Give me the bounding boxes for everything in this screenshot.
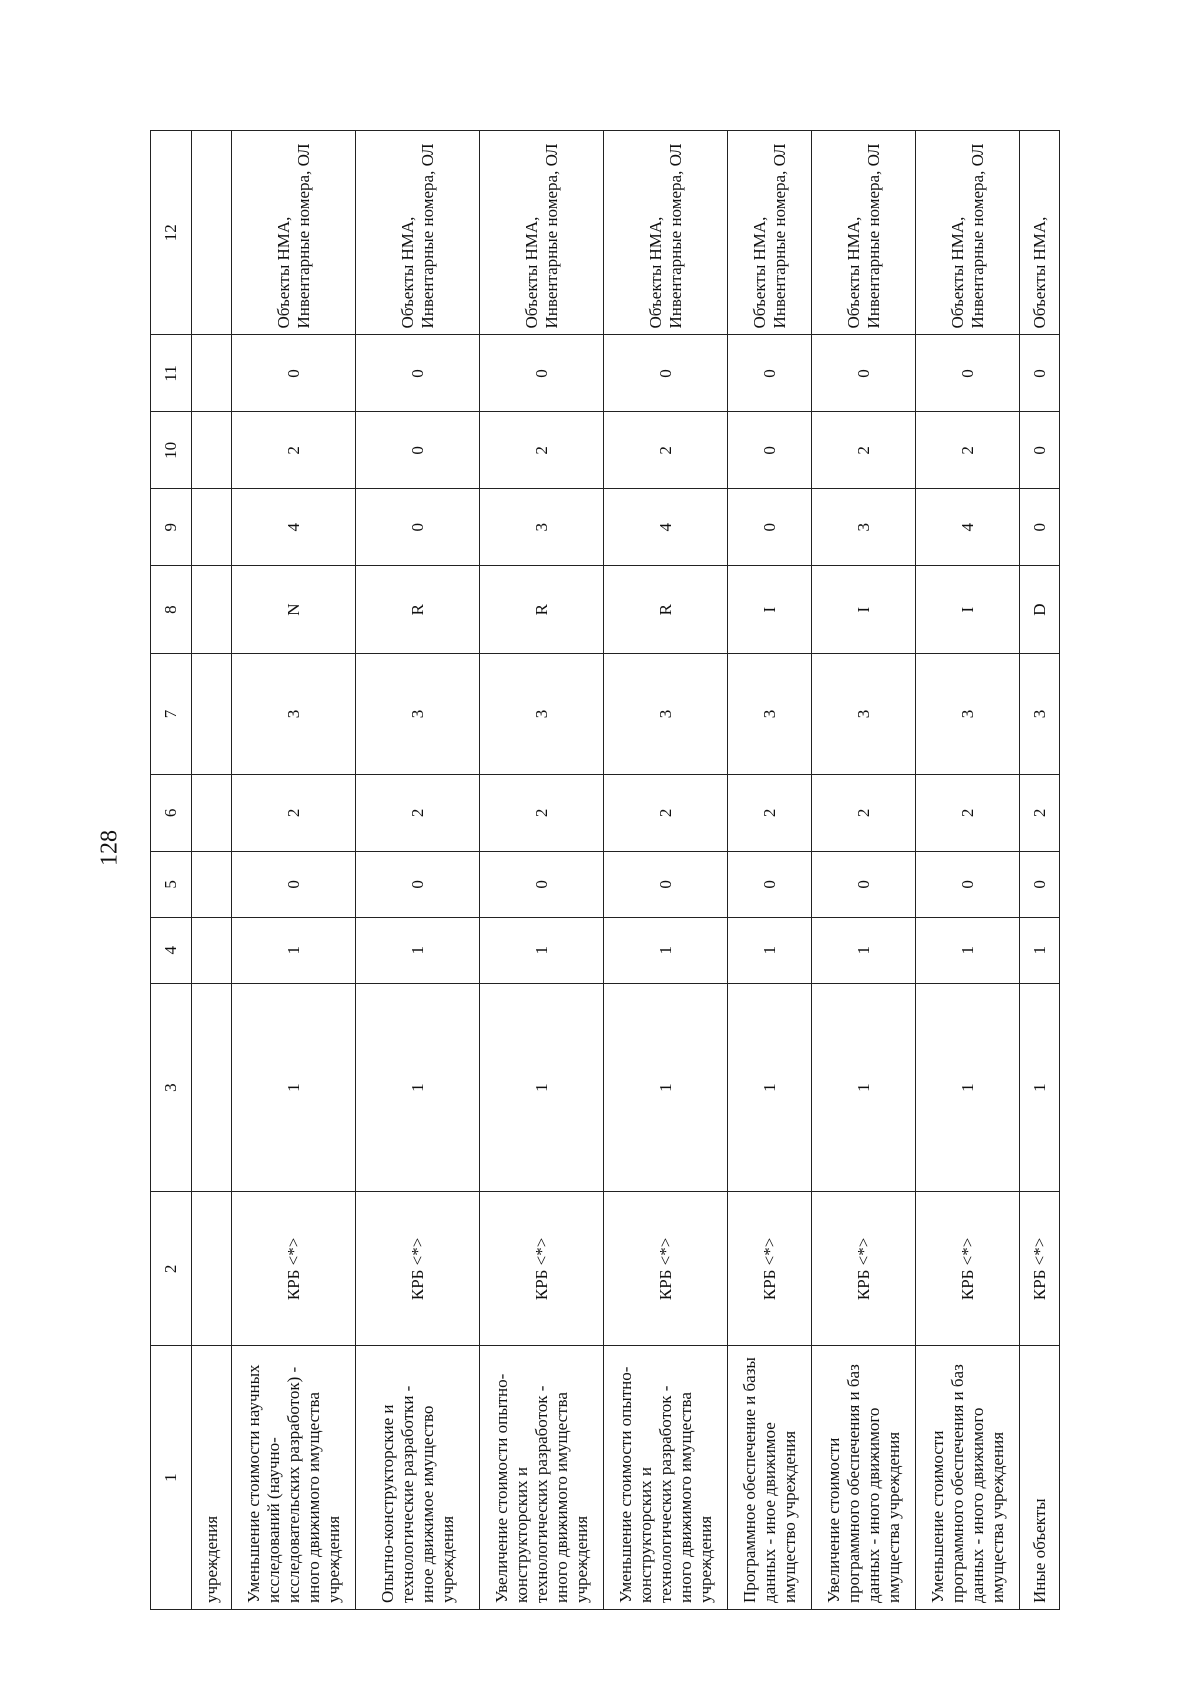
col-header: 9 — [151, 489, 192, 566]
row-code-cell: 1 — [604, 983, 728, 1192]
row-code-cell: 0 — [356, 335, 480, 412]
row-code-cell — [192, 917, 232, 983]
row-code-cell: 2 — [232, 412, 356, 489]
row-code-cell: R — [480, 566, 604, 654]
row-code-cell: 0 — [728, 412, 812, 489]
table-row — [232, 131, 356, 1610]
col-header: 5 — [151, 851, 192, 917]
table-row — [728, 131, 812, 1610]
row-description-cell: Иные объекты — [1020, 1346, 1060, 1610]
row-description-cell: Опытно-конструкторские и технологические разработки - иное движимое имущество учреждения — [356, 1346, 480, 1610]
row-code-cell: I — [728, 566, 812, 654]
row-code-cell: 3 — [728, 654, 812, 775]
row-description-cell: Программное обеспечение и базы данных - иное движимое имущество учреждения — [728, 1346, 812, 1610]
row-code-cell — [192, 489, 232, 566]
row-code-cell: 3 — [1020, 654, 1060, 775]
row-code-cell: 3 — [812, 654, 916, 775]
row-code-cell: 0 — [356, 851, 480, 917]
row-code-cell: I — [916, 566, 1020, 654]
row-note-cell: Объекты НМА, Инвентарные номера, ОЛ — [480, 131, 604, 335]
row-code-cell: КРБ <*> — [604, 1192, 728, 1346]
row-code-cell: 3 — [812, 489, 916, 566]
row-code-cell: 0 — [604, 335, 728, 412]
row-code-cell — [192, 566, 232, 654]
row-code-cell: D — [1020, 566, 1060, 654]
row-code-cell: 0 — [1020, 489, 1060, 566]
col-header: 12 — [151, 131, 192, 335]
row-code-cell: 0 — [480, 851, 604, 917]
row-code-cell: 0 — [812, 851, 916, 917]
row-code-cell — [192, 983, 232, 1192]
row-code-cell: 2 — [916, 412, 1020, 489]
page-number: 128 — [96, 830, 123, 866]
row-code-cell: 0 — [728, 851, 812, 917]
row-code-cell: 0 — [232, 851, 356, 917]
row-code-cell: 2 — [604, 412, 728, 489]
row-code-cell: 2 — [728, 774, 812, 851]
row-code-cell — [192, 851, 232, 917]
row-code-cell: 1 — [1020, 917, 1060, 983]
row-note-cell: Объекты НМА, Инвентарные номера, ОЛ — [356, 131, 480, 335]
row-code-cell: 1 — [728, 917, 812, 983]
row-description-cell: Уменьшение стоимости программного обеспечения и баз данных - иного движимого имущества учреждения — [916, 1346, 1020, 1610]
row-code-cell: 2 — [1020, 774, 1060, 851]
row-code-cell: 0 — [728, 489, 812, 566]
row-note-cell: Объекты НМА, Инвентарные номера, ОЛ — [232, 131, 356, 335]
row-note-cell: Объекты НМА, Инвентарные номера, ОЛ — [812, 131, 916, 335]
row-code-cell: 4 — [604, 489, 728, 566]
row-code-cell: 0 — [604, 851, 728, 917]
row-code-cell: 1 — [356, 983, 480, 1192]
row-code-cell: 0 — [356, 489, 480, 566]
row-code-cell — [192, 1192, 232, 1346]
row-code-cell — [192, 654, 232, 775]
row-code-cell: I — [812, 566, 916, 654]
row-code-cell: 1 — [356, 917, 480, 983]
col-header: 10 — [151, 412, 192, 489]
row-note-cell — [192, 131, 232, 335]
row-code-cell: 0 — [916, 335, 1020, 412]
row-code-cell — [192, 335, 232, 412]
row-code-cell: 1 — [916, 917, 1020, 983]
row-code-cell: 0 — [728, 335, 812, 412]
row-code-cell: 3 — [480, 489, 604, 566]
row-code-cell: 0 — [1020, 412, 1060, 489]
table-body — [192, 131, 1060, 1610]
row-code-cell: КРБ <*> — [356, 1192, 480, 1346]
row-code-cell: R — [356, 566, 480, 654]
table-row — [604, 131, 728, 1610]
row-code-cell: КРБ <*> — [812, 1192, 916, 1346]
row-note-cell: Объекты НМА, Инвентарные номера, ОЛ — [728, 131, 812, 335]
row-code-cell: 3 — [356, 654, 480, 775]
col-header: 2 — [151, 1192, 192, 1346]
row-code-cell: R — [604, 566, 728, 654]
row-code-cell: 2 — [480, 774, 604, 851]
table-row — [192, 131, 232, 1610]
row-code-cell: 2 — [604, 774, 728, 851]
row-note-cell: Объекты НМА, — [1020, 131, 1060, 335]
row-code-cell: 1 — [480, 917, 604, 983]
row-code-cell: 3 — [480, 654, 604, 775]
row-code-cell: N — [232, 566, 356, 654]
row-code-cell: 3 — [916, 654, 1020, 775]
row-code-cell: 0 — [812, 335, 916, 412]
row-code-cell — [192, 412, 232, 489]
row-code-cell: 2 — [812, 412, 916, 489]
row-description-cell: Уменьшение стоимости научных исследований (научно-исследовательских разработок) - иного движимого имущества учреждения — [232, 1346, 356, 1610]
row-code-cell: 1 — [916, 983, 1020, 1192]
row-code-cell: 4 — [916, 489, 1020, 566]
row-code-cell: КРБ <*> — [480, 1192, 604, 1346]
col-header: 1 — [151, 1346, 192, 1610]
row-code-cell: 4 — [232, 489, 356, 566]
row-code-cell: 0 — [356, 412, 480, 489]
row-code-cell: 1 — [1020, 983, 1060, 1192]
row-code-cell: 0 — [1020, 335, 1060, 412]
accounts-table — [150, 130, 1060, 1610]
row-code-cell: КРБ <*> — [232, 1192, 356, 1346]
row-code-cell: 3 — [232, 654, 356, 775]
col-header: 6 — [151, 774, 192, 851]
row-code-cell: КРБ <*> — [916, 1192, 1020, 1346]
col-header: 11 — [151, 335, 192, 412]
table-row — [916, 131, 1020, 1610]
row-code-cell: 2 — [480, 412, 604, 489]
row-code-cell: 1 — [480, 983, 604, 1192]
row-description-cell: Увеличение стоимости программного обеспечения и баз данных - иного движимого имущества учреждения — [812, 1346, 916, 1610]
row-code-cell: 1 — [232, 983, 356, 1192]
col-header: 4 — [151, 917, 192, 983]
row-code-cell: 2 — [232, 774, 356, 851]
row-note-cell: Объекты НМА, Инвентарные номера, ОЛ — [604, 131, 728, 335]
row-description-cell: Увеличение стоимости опытно-конструкторских и технологических разработок - иного движимого имущества учреждения — [480, 1346, 604, 1610]
row-code-cell — [192, 774, 232, 851]
row-code-cell: КРБ <*> — [728, 1192, 812, 1346]
table-row — [356, 131, 480, 1610]
row-code-cell: 0 — [232, 335, 356, 412]
table-row — [480, 131, 604, 1610]
row-note-cell: Объекты НМА, Инвентарные номера, ОЛ — [916, 131, 1020, 335]
row-code-cell: КРБ <*> — [1020, 1192, 1060, 1346]
row-code-cell: 3 — [604, 654, 728, 775]
table-row — [1020, 131, 1060, 1610]
row-code-cell: 1 — [728, 983, 812, 1192]
row-description-cell: учреждения — [192, 1346, 232, 1610]
table-row — [812, 131, 916, 1610]
row-code-cell: 1 — [232, 917, 356, 983]
row-code-cell: 1 — [812, 983, 916, 1192]
row-code-cell: 0 — [916, 851, 1020, 917]
row-code-cell: 0 — [1020, 851, 1060, 917]
col-header: 7 — [151, 654, 192, 775]
row-code-cell: 1 — [604, 917, 728, 983]
row-code-cell: 2 — [356, 774, 480, 851]
row-code-cell: 0 — [480, 335, 604, 412]
row-code-cell: 1 — [812, 917, 916, 983]
row-code-cell: 2 — [916, 774, 1020, 851]
row-description-cell: Уменьшение стоимости опытно-конструкторских и технологических разработок - иного движимого имущества учреждения — [604, 1346, 728, 1610]
col-header: 3 — [151, 983, 192, 1192]
header-row — [151, 131, 192, 1610]
col-header: 8 — [151, 566, 192, 654]
row-code-cell: 2 — [812, 774, 916, 851]
document-page — [150, 130, 1110, 1610]
